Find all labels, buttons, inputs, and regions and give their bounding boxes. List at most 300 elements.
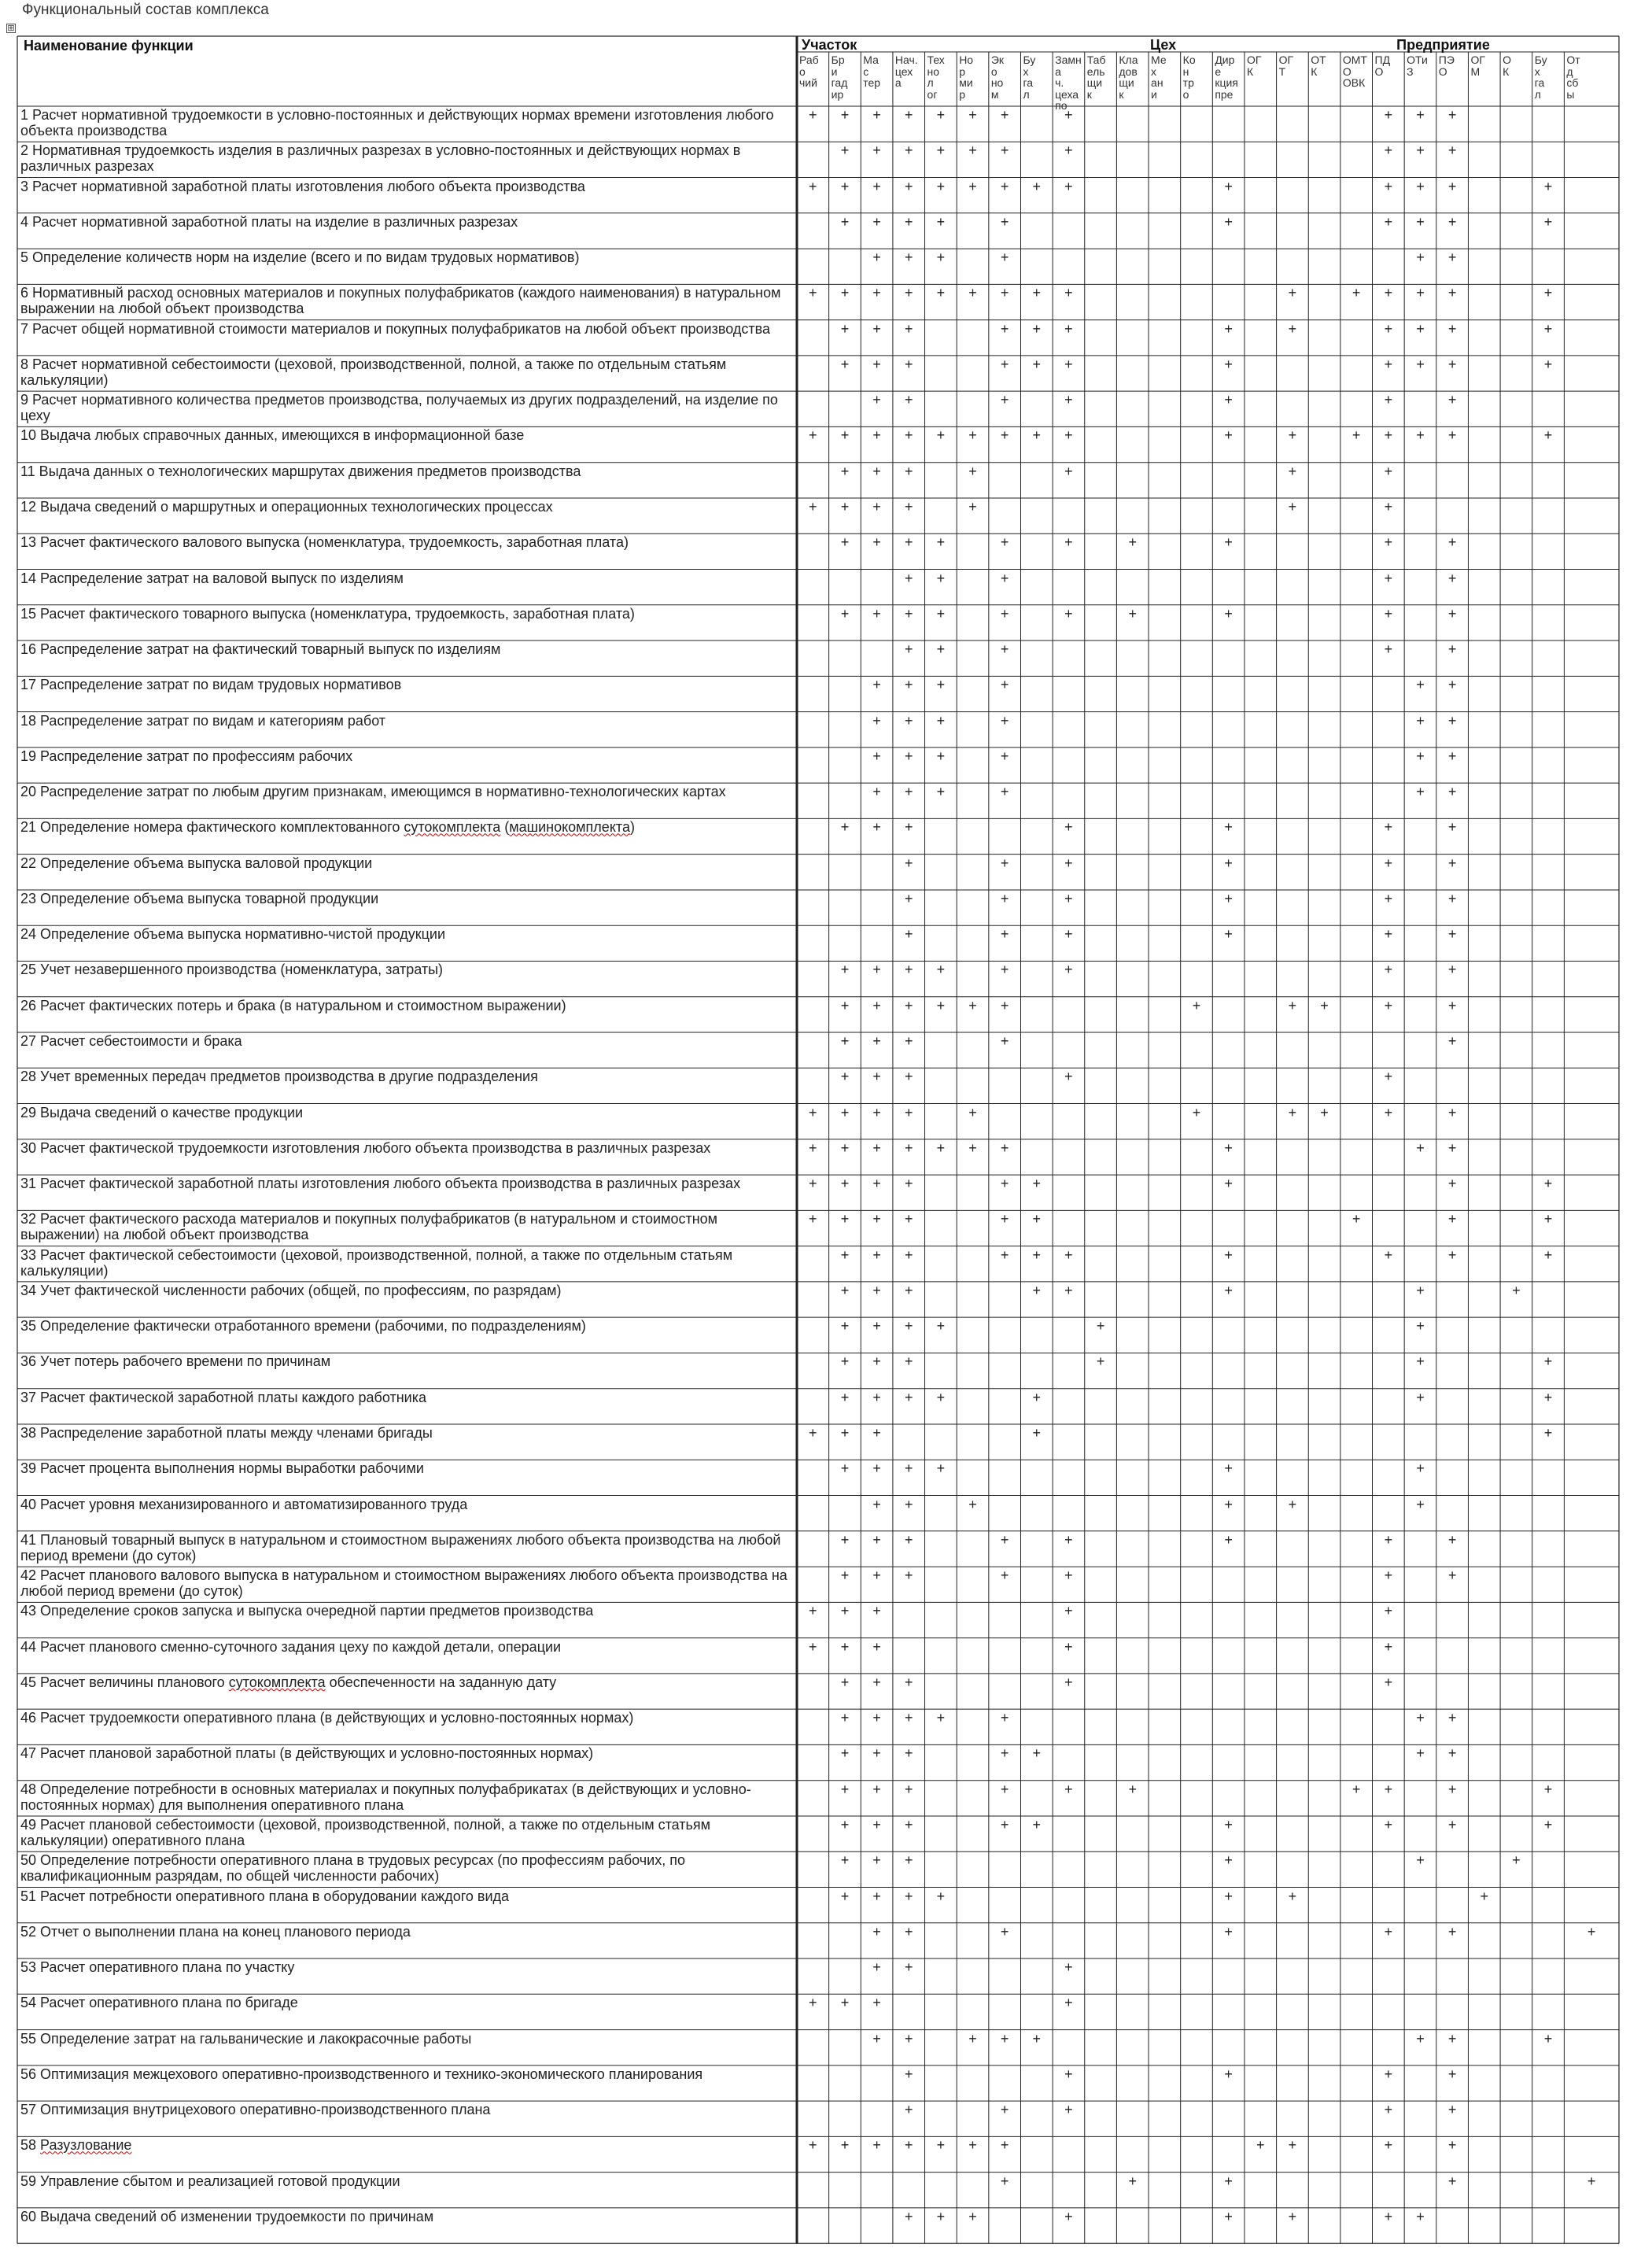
matrix-mark: + [840, 605, 850, 622]
matrix-mark: + [872, 1995, 881, 2011]
matrix-mark: + [1447, 2173, 1457, 2189]
matrix-mark: + [1000, 1176, 1009, 1192]
column-header: ОТ К [1311, 54, 1326, 78]
matrix-mark: + [1224, 1139, 1233, 1156]
matrix-mark: + [1064, 1674, 1073, 1690]
matrix-mark: + [904, 1888, 913, 1904]
column-header: Бу х га л [1534, 54, 1547, 101]
matrix-mark: + [1384, 498, 1393, 515]
matrix-mark: + [809, 178, 817, 194]
matrix-mark: + [1288, 285, 1297, 301]
matrix-mark: + [1224, 213, 1233, 230]
column-header: Но р ми р [959, 54, 974, 101]
group-label-site: Участок [802, 37, 857, 53]
matrix-mark: + [840, 498, 850, 515]
matrix-mark: + [1000, 1923, 1009, 1940]
matrix-mark: + [872, 1888, 881, 1904]
matrix-mark: + [968, 1496, 977, 1512]
matrix-mark: + [872, 1282, 881, 1298]
function-name: 55 Определение затрат на гальванические и лакокрасочные работы [20, 2030, 472, 2047]
matrix-mark: + [1320, 997, 1329, 1013]
matrix-mark: + [1224, 855, 1233, 871]
matrix-mark: + [904, 2208, 913, 2224]
matrix-mark: + [1384, 392, 1393, 408]
function-name: 15 Расчет фактического товарного выпуска (номенклатура, трудоемкость, заработная плата) [20, 605, 635, 622]
matrix-mark: + [1543, 1211, 1553, 1227]
matrix-mark: + [1032, 2030, 1042, 2047]
matrix-mark: + [1543, 2030, 1553, 2047]
function-name: 59 Управление сбытом и реализацией готовой продукции [20, 2173, 400, 2189]
matrix-mark: + [872, 1710, 881, 1726]
matrix-mark: + [872, 605, 881, 622]
matrix-mark: + [840, 285, 850, 301]
spellcheck-mark: сутокомплекта [404, 819, 501, 836]
matrix-mark: + [1288, 427, 1297, 444]
matrix-mark: + [872, 2030, 881, 2047]
matrix-mark: + [872, 1353, 881, 1370]
matrix-mark: + [809, 285, 817, 301]
matrix-mark: + [1351, 1211, 1361, 1227]
matrix-mark: + [1032, 320, 1042, 337]
matrix-mark: + [1000, 2173, 1009, 2189]
matrix-mark: + [1064, 392, 1073, 408]
matrix-mark: + [968, 498, 977, 515]
matrix-mark: + [904, 1211, 913, 1227]
matrix-mark: + [872, 1674, 881, 1690]
matrix-mark: + [1064, 107, 1073, 123]
matrix-mark: + [1224, 1282, 1233, 1298]
matrix-mark: + [904, 1567, 913, 1584]
matrix-mark: + [904, 1104, 913, 1120]
matrix-mark: + [840, 107, 850, 123]
matrix-mark: + [872, 748, 881, 764]
function-name: 39 Расчет процента выполнения нормы выработки рабочими [20, 1460, 424, 1477]
matrix-mark: + [1447, 605, 1457, 622]
matrix-mark: + [936, 2208, 946, 2224]
matrix-mark: + [840, 1139, 850, 1156]
matrix-mark: + [809, 1603, 817, 1619]
matrix-mark: + [904, 213, 913, 230]
matrix-mark: + [936, 1318, 946, 1335]
matrix-mark: + [904, 2102, 913, 2118]
matrix-mark: + [872, 712, 881, 729]
function-name: 7 Расчет общей нормативной стоимости материалов и покупных полуфабрикатов на любой объект производства [20, 320, 770, 337]
function-name: 10 Выдача любых справочных данных, имеющихся в информационной базе [20, 427, 525, 444]
matrix-mark: + [809, 498, 817, 515]
matrix-mark: + [1447, 926, 1457, 943]
matrix-mark: + [840, 1389, 850, 1405]
matrix-mark: + [904, 712, 913, 729]
matrix-mark: + [1000, 605, 1009, 622]
matrix-mark: + [1224, 1460, 1233, 1477]
matrix-mark: + [1447, 1246, 1457, 1263]
matrix-mark: + [1064, 1781, 1073, 1797]
function-name: 6 Нормативный расход основных материалов и покупных полуфабрикатов (каждого наименования) в натуральном выражении на любой объект производства [20, 285, 781, 317]
matrix-mark: + [968, 1139, 977, 1156]
matrix-mark: + [1000, 1139, 1009, 1156]
matrix-mark: + [1000, 107, 1009, 123]
matrix-mark: + [872, 962, 881, 978]
matrix-mark: + [872, 1211, 881, 1227]
matrix-mark: + [872, 1567, 881, 1584]
function-name: 18 Распределение затрат по видам и категориям работ [20, 712, 386, 729]
matrix-mark: + [1064, 320, 1073, 337]
matrix-mark: + [1224, 2065, 1233, 2082]
matrix-mark: + [1224, 1246, 1233, 1263]
matrix-mark: + [904, 1496, 913, 1512]
matrix-mark: + [1000, 1710, 1009, 1726]
column-header: ОТи З [1407, 54, 1428, 78]
matrix-mark: + [840, 534, 850, 551]
matrix-mark: + [1416, 677, 1425, 693]
matrix-mark: + [1000, 392, 1009, 408]
matrix-mark: + [1224, 534, 1233, 551]
matrix-mark: + [1224, 2208, 1233, 2224]
column-header: ОГ К [1246, 54, 1262, 78]
matrix-mark: + [872, 1603, 881, 1619]
matrix-mark: + [904, 392, 913, 408]
function-name: 1 Расчет нормативной трудоемкости в условно-постоянных и действующих нормах времени изготовления любого объекта производства [20, 107, 774, 138]
matrix-mark: + [1384, 320, 1393, 337]
matrix-mark: + [1543, 427, 1553, 444]
matrix-mark: + [1000, 926, 1009, 943]
matrix-mark: + [1064, 2065, 1073, 2082]
matrix-mark: + [1224, 427, 1233, 444]
function-name: 52 Отчет о выполнении плана на конец планового периода [20, 1923, 411, 1940]
matrix-mark: + [1384, 605, 1393, 622]
function-name: 9 Расчет нормативного количества предметов производства, получаемых из других подразделений, на изделие по цеху [20, 392, 778, 424]
function-name: 31 Расчет фактической заработной платы изготовления любого объекта производства в различных разрезах [20, 1176, 741, 1192]
matrix-mark: + [1447, 962, 1457, 978]
function-name: 46 Расчет трудоемкости оперативного плана (в действующих и условно-постоянных нормах) [20, 1710, 634, 1726]
matrix-mark: + [904, 997, 913, 1013]
matrix-mark: + [1064, 1603, 1073, 1619]
matrix-mark: + [809, 1424, 817, 1441]
matrix-mark: + [1543, 1424, 1553, 1441]
matrix-mark: + [840, 1603, 850, 1619]
matrix-mark: + [1351, 427, 1361, 444]
matrix-mark: + [1384, 534, 1393, 551]
matrix-mark: + [1224, 1923, 1233, 1940]
function-name: 28 Учет временных передач предметов производства в другие подразделения [20, 1069, 538, 1085]
matrix-mark: + [840, 1069, 850, 1085]
matrix-mark: + [904, 178, 913, 194]
matrix-mark: + [1224, 1852, 1233, 1869]
matrix-mark: + [1447, 570, 1457, 586]
matrix-mark: + [840, 1745, 850, 1762]
matrix-mark: + [1447, 1745, 1457, 1762]
matrix-mark: + [1384, 1531, 1393, 1548]
column-header: Эк о но м [990, 54, 1005, 101]
matrix-mark: + [1384, 1674, 1393, 1690]
matrix-mark: + [1032, 1176, 1042, 1192]
function-name: 4 Расчет нормативной заработной платы на изделие в различных разрезах [20, 213, 518, 230]
matrix-mark: + [1064, 178, 1073, 194]
matrix-mark: + [840, 1104, 850, 1120]
matrix-mark: + [904, 2137, 913, 2154]
matrix-mark: + [1128, 2173, 1137, 2189]
function-name: 58 Разузлование [20, 2137, 132, 2154]
matrix-mark: + [1032, 178, 1042, 194]
matrix-mark: + [1000, 641, 1009, 658]
matrix-mark: + [872, 677, 881, 693]
matrix-mark: + [1384, 1816, 1393, 1833]
matrix-mark: + [1447, 1531, 1457, 1548]
matrix-mark: + [1447, 1816, 1457, 1833]
function-name: 19 Распределение затрат по профессиям рабочих [20, 748, 353, 764]
matrix-mark: + [1447, 320, 1457, 337]
matrix-mark: + [872, 498, 881, 515]
matrix-mark: + [1064, 962, 1073, 978]
matrix-mark: + [840, 1567, 850, 1584]
matrix-mark: + [1447, 890, 1457, 906]
function-name: 8 Расчет нормативной себестоимости (цеховой, производственной, полной, а также по отдельным статьям калькуляции) [20, 356, 727, 388]
matrix-mark: + [1384, 962, 1393, 978]
matrix-mark: + [1447, 677, 1457, 693]
matrix-mark: + [1128, 605, 1137, 622]
matrix-mark: + [809, 427, 817, 444]
matrix-mark: + [1000, 534, 1009, 551]
matrix-mark: + [936, 1389, 946, 1405]
table-anchor-icon[interactable]: ⊞ [7, 24, 15, 33]
function-name: 30 Расчет фактической трудоемкости изготовления любого объекта производства в различных разрезах [20, 1139, 711, 1156]
matrix-mark: + [1416, 1139, 1425, 1156]
matrix-mark: + [936, 1710, 946, 1726]
matrix-mark: + [1384, 1638, 1393, 1655]
column-header: Раб о чий [799, 54, 819, 89]
function-header-label: Наименование функции [24, 38, 194, 54]
matrix-mark: + [1384, 819, 1393, 836]
matrix-mark: + [936, 178, 946, 194]
matrix-mark: + [904, 356, 913, 372]
matrix-mark: + [1384, 178, 1393, 194]
matrix-mark: + [872, 1745, 881, 1762]
matrix-mark: + [936, 784, 946, 800]
matrix-mark: + [872, 1816, 881, 1833]
matrix-mark: + [840, 1424, 850, 1441]
matrix-mark: + [1288, 498, 1297, 515]
matrix-mark: + [872, 392, 881, 408]
matrix-mark: + [1543, 1781, 1553, 1797]
matrix-mark: + [904, 1959, 913, 1976]
matrix-mark: + [1288, 463, 1297, 479]
matrix-mark: + [1000, 1531, 1009, 1548]
matrix-mark: + [872, 142, 881, 159]
matrix-mark: + [1447, 712, 1457, 729]
matrix-mark: + [904, 1033, 913, 1050]
matrix-mark: + [936, 142, 946, 159]
matrix-mark: + [1224, 178, 1233, 194]
matrix-mark: + [1384, 997, 1393, 1013]
function-name: 60 Выдача сведений об изменении трудоемкости по причинам [20, 2208, 434, 2224]
matrix-mark: + [840, 1246, 850, 1263]
matrix-mark: + [936, 107, 946, 123]
matrix-mark: + [1416, 249, 1425, 266]
matrix-mark: + [968, 2030, 977, 2047]
matrix-mark: + [1032, 285, 1042, 301]
matrix-mark: + [1064, 1995, 1073, 2011]
matrix-mark: + [1447, 1033, 1457, 1050]
matrix-mark: + [872, 1638, 881, 1655]
function-name: 2 Нормативная трудоемкость изделия в различных разрезах в условно-постоянных и действующих нормах в различных разрезах [20, 142, 741, 175]
matrix-mark: + [840, 1888, 850, 1904]
matrix-mark: + [904, 570, 913, 586]
matrix-mark: + [1000, 890, 1009, 906]
matrix-mark: + [904, 1745, 913, 1762]
matrix-mark: + [1000, 2102, 1009, 2118]
matrix-mark: + [872, 1460, 881, 1477]
matrix-mark: + [1384, 641, 1393, 658]
matrix-mark: + [872, 1496, 881, 1512]
matrix-mark: + [1512, 1852, 1521, 1869]
matrix-mark: + [904, 677, 913, 693]
column-header: ОГ М [1470, 54, 1485, 78]
matrix-mark: + [840, 1282, 850, 1298]
matrix-mark: + [1447, 855, 1457, 871]
matrix-mark: + [1543, 213, 1553, 230]
matrix-mark: + [872, 1959, 881, 1976]
matrix-mark: + [809, 1104, 817, 1120]
matrix-mark: + [1416, 2208, 1425, 2224]
matrix-mark: + [936, 427, 946, 444]
matrix-mark: + [840, 2137, 850, 2154]
matrix-mark: + [1288, 1104, 1297, 1120]
matrix-mark: + [1000, 285, 1009, 301]
matrix-mark: + [1000, 1211, 1009, 1227]
function-name: 42 Расчет планового валового выпуска в натуральном и стоимостном выражениях любого объекта производства на любой период времени (до суток) [20, 1567, 787, 1600]
matrix-mark: + [936, 641, 946, 658]
function-name: 53 Расчет оперативного плана по участку [20, 1959, 295, 1976]
matrix-mark: + [968, 107, 977, 123]
matrix-mark: + [1447, 997, 1457, 1013]
matrix-mark: + [840, 819, 850, 836]
matrix-mark: + [872, 784, 881, 800]
matrix-mark: + [872, 534, 881, 551]
matrix-mark: + [1000, 997, 1009, 1013]
column-header: Кла дов щи к [1119, 54, 1138, 101]
matrix-mark: + [840, 1318, 850, 1335]
matrix-mark: + [968, 463, 977, 479]
matrix-mark: + [904, 2065, 913, 2082]
function-name: 36 Учет потерь рабочего времени по причинам [20, 1353, 331, 1370]
function-name: 34 Учет фактической численности рабочих (общей, по профессиям, по разрядам) [20, 1282, 562, 1298]
column-header: Тех но л ог [927, 54, 945, 101]
matrix-mark: + [904, 427, 913, 444]
matrix-mark: + [1384, 570, 1393, 586]
matrix-mark: + [1447, 2102, 1457, 2118]
matrix-mark: + [1320, 1104, 1329, 1120]
matrix-mark: + [1064, 2208, 1073, 2224]
matrix-mark: + [904, 1531, 913, 1548]
spellcheck-mark: машинокомплекта [509, 819, 630, 836]
matrix-mark: + [1447, 1567, 1457, 1584]
matrix-mark: + [1543, 356, 1553, 372]
matrix-mark: + [904, 1923, 913, 1940]
matrix-mark: + [904, 1282, 913, 1298]
matrix-mark: + [1480, 1888, 1488, 1904]
matrix-mark: + [968, 1104, 977, 1120]
matrix-mark: + [1447, 1710, 1457, 1726]
matrix-mark: + [904, 1460, 913, 1477]
column-header: Нач. цех а [894, 54, 918, 89]
matrix-mark: + [1384, 2102, 1393, 2118]
matrix-mark: + [1288, 1496, 1297, 1512]
matrix-mark: + [840, 356, 850, 372]
function-name: 3 Расчет нормативной заработной платы изготовления любого объекта производства [20, 178, 585, 194]
function-name: 45 Расчет величины планового сутокомплекта обеспеченности на заданную дату [20, 1674, 557, 1690]
matrix-mark: + [872, 1389, 881, 1405]
matrix-mark: + [904, 819, 913, 836]
matrix-mark: + [1447, 213, 1457, 230]
matrix-mark: + [872, 1781, 881, 1797]
matrix-mark: + [1447, 1104, 1457, 1120]
matrix-mark: + [840, 1710, 850, 1726]
matrix-mark: + [1416, 320, 1425, 337]
matrix-mark: + [1064, 1638, 1073, 1655]
matrix-mark: + [904, 1389, 913, 1405]
column-header: ОМТ О ОВК [1342, 54, 1367, 89]
matrix-mark: + [1384, 890, 1393, 906]
matrix-mark: + [1224, 320, 1233, 337]
function-name: 29 Выдача сведений о качестве продукции [20, 1104, 304, 1120]
matrix-mark: + [840, 962, 850, 978]
matrix-mark: + [1543, 320, 1553, 337]
matrix-mark: + [1447, 392, 1457, 408]
column-header: ПЭ О [1438, 54, 1455, 78]
matrix-mark: + [840, 1816, 850, 1833]
function-name: 38 Распределение заработной платы между членами бригады [20, 1424, 433, 1441]
matrix-mark: + [1064, 534, 1073, 551]
function-name: 27 Расчет себестоимости и брака [20, 1033, 242, 1050]
matrix-mark: + [1543, 1353, 1553, 1370]
function-name: 12 Выдача сведений о маршрутных и операционных технологических процессах [20, 498, 553, 515]
matrix-mark: + [1000, 1567, 1009, 1584]
matrix-mark: + [968, 427, 977, 444]
column-header: Ме х ан и [1151, 54, 1167, 101]
matrix-mark: + [872, 356, 881, 372]
matrix-mark: + [809, 1139, 817, 1156]
matrix-mark: + [1587, 2173, 1596, 2189]
matrix-mark: + [840, 1460, 850, 1477]
matrix-mark: + [872, 1176, 881, 1192]
matrix-mark: + [904, 1069, 913, 1085]
matrix-mark: + [840, 320, 850, 337]
function-name: 47 Расчет плановой заработной платы (в действующих и условно-постоянных нормах) [20, 1745, 594, 1762]
function-name: 11 Выдача данных о технологических маршрутах движения предметов производства [20, 463, 581, 479]
column-header: Ко н тр о [1182, 54, 1196, 101]
matrix-mark: + [1288, 2137, 1297, 2154]
matrix-mark: + [1416, 107, 1425, 123]
matrix-mark: + [872, 107, 881, 123]
matrix-mark: + [872, 463, 881, 479]
matrix-mark: + [1000, 784, 1009, 800]
matrix-mark: + [1447, 1923, 1457, 1940]
matrix-mark: + [840, 1353, 850, 1370]
matrix-mark: + [1256, 2137, 1265, 2154]
matrix-mark: + [872, 997, 881, 1013]
matrix-mark: + [904, 1781, 913, 1797]
matrix-mark: + [840, 1852, 850, 1869]
matrix-mark: + [1064, 819, 1073, 836]
matrix-mark: + [1351, 1781, 1361, 1797]
matrix-mark: + [1000, 249, 1009, 266]
matrix-mark: + [1543, 285, 1553, 301]
matrix-mark: + [904, 748, 913, 764]
matrix-mark: + [1351, 285, 1361, 301]
matrix-mark: + [1384, 926, 1393, 943]
matrix-mark: + [904, 1852, 913, 1869]
matrix-mark: + [1032, 356, 1042, 372]
